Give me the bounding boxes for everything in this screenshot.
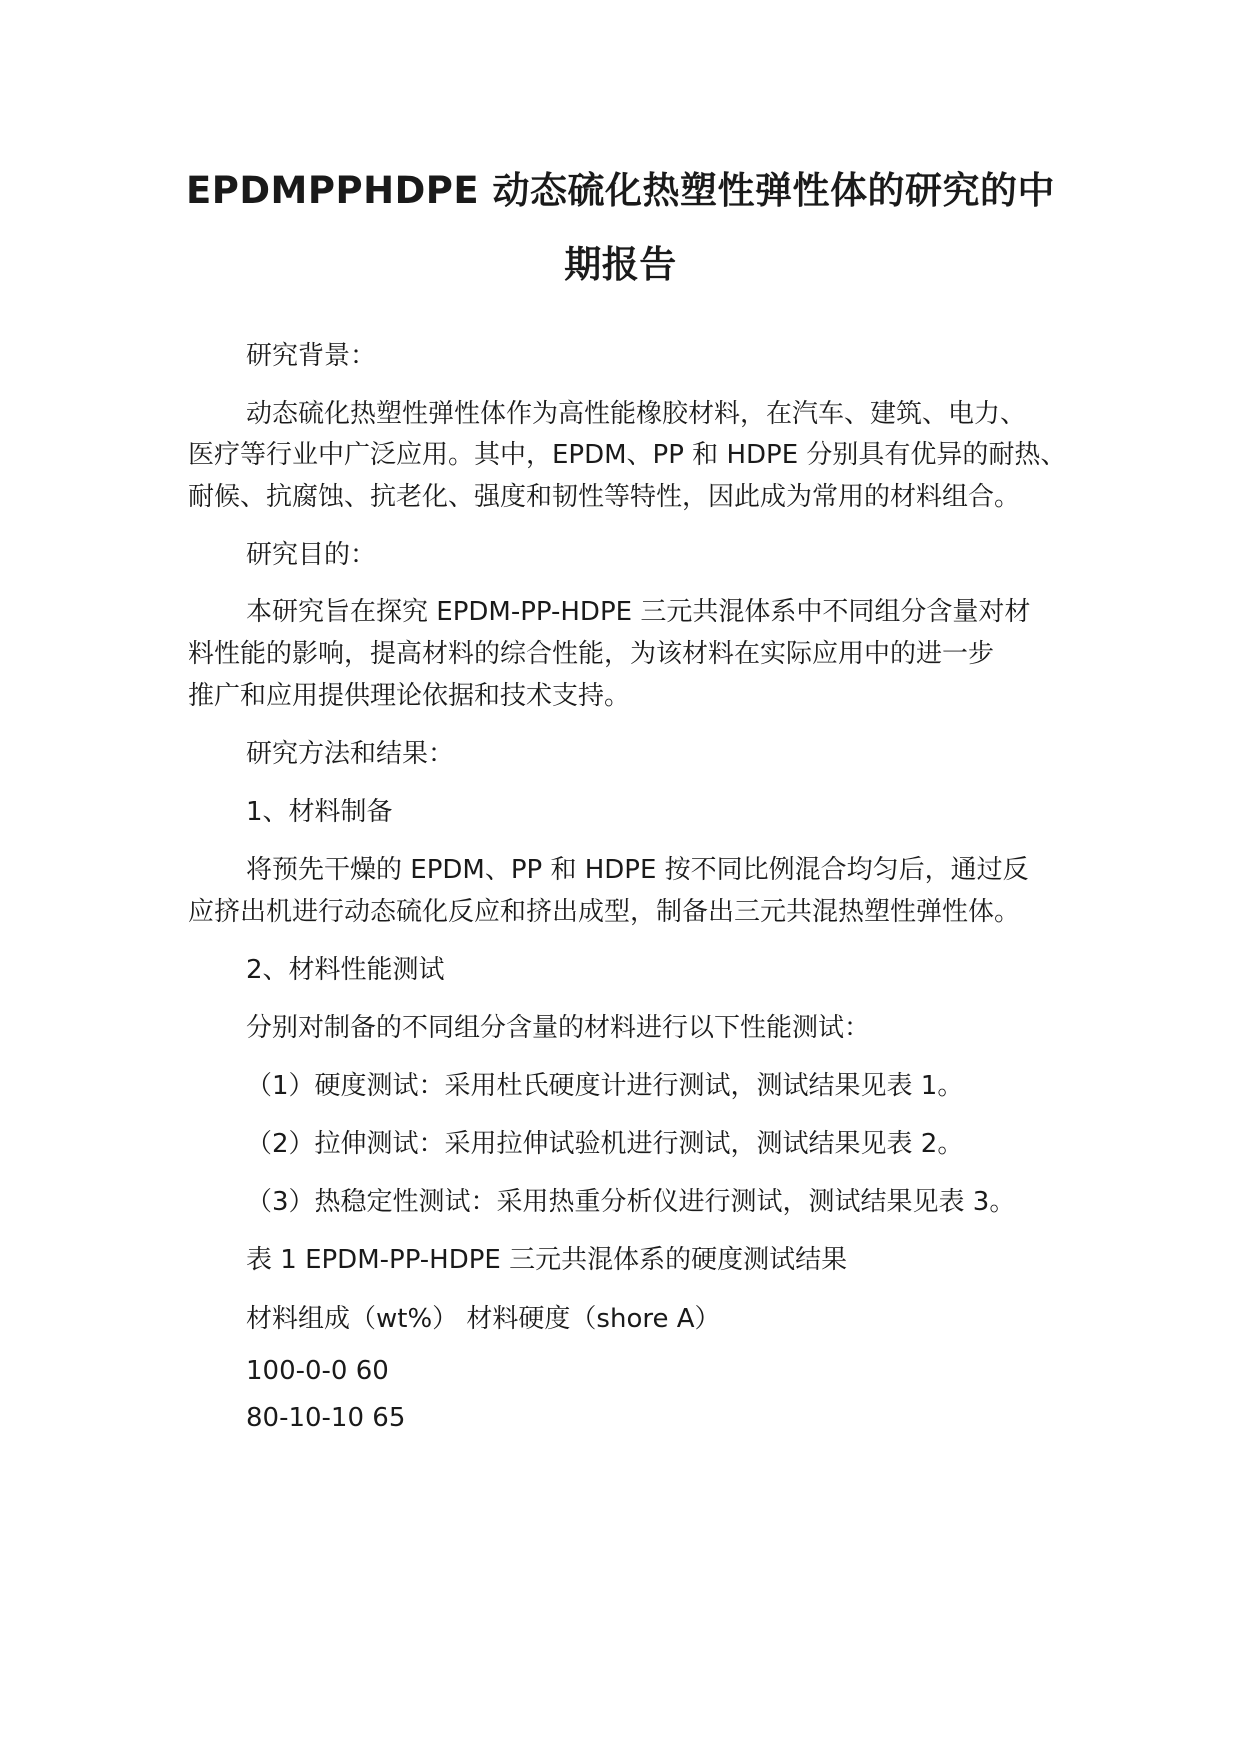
purpose-heading: 研究目的： (246, 540, 377, 570)
test-item: （2）拉伸测试：采用拉伸试验机进行测试，测试结果见表 2。 (246, 1129, 964, 1159)
background-paragraph-line: 耐候、抗腐蚀、抗老化、强度和韧性等特性，因此成为常用的材料组合。 (188, 482, 1021, 512)
background-paragraph-line: 医疗等行业中广泛应用。其中，EPDM、PP 和 HDPE 分别具有优异的耐热、 (188, 440, 1067, 470)
table-1-row: 100-0-0 60 (246, 1356, 389, 1386)
purpose-paragraph-line: 料性能的影响，提高材料的综合性能，为该材料在实际应用中的进一步 (188, 639, 995, 669)
document-title-line-2: 期报告 (564, 243, 677, 286)
background-heading: 研究背景： (246, 341, 377, 371)
section-2-heading: 2、材料性能测试 (246, 955, 445, 985)
section-1-heading: 1、材料制备 (246, 797, 393, 827)
test-item: （1）硬度测试：采用杜氏硬度计进行测试，测试结果见表 1。 (246, 1071, 964, 1101)
section-1-paragraph-line: 应挤出机进行动态硫化反应和挤出成型，制备出三元共混热塑性弹性体。 (188, 897, 1021, 927)
background-paragraph-line: 动态硫化热塑性弹性体作为高性能橡胶材料，在汽车、建筑、电力、 (246, 399, 1027, 429)
purpose-paragraph-line: 推广和应用提供理论依据和技术支持。 (188, 681, 631, 711)
table-1-caption: 表 1 EPDM-PP-HDPE 三元共混体系的硬度测试结果 (246, 1245, 848, 1275)
purpose-paragraph-line: 本研究旨在探究 EPDM-PP-HDPE 三元共混体系中不同组分含量对材 (246, 597, 1031, 627)
test-item: （3）热稳定性测试：采用热重分析仪进行测试，测试结果见表 3。 (246, 1187, 1016, 1217)
section-2-intro: 分别对制备的不同组分含量的材料进行以下性能测试： (246, 1013, 871, 1043)
methods-heading: 研究方法和结果： (246, 739, 455, 769)
table-1-header: 材料组成（wt%） 材料硬度（shore A） (246, 1304, 721, 1334)
document-title-line-1: EPDMPPHDPE 动态硫化热塑性弹性体的研究的中 (185, 169, 1056, 212)
table-1-row: 80-10-10 65 (246, 1403, 406, 1433)
section-1-paragraph-line: 将预先干燥的 EPDM、PP 和 HDPE 按不同比例混合均匀后，通过反 (246, 855, 1029, 885)
